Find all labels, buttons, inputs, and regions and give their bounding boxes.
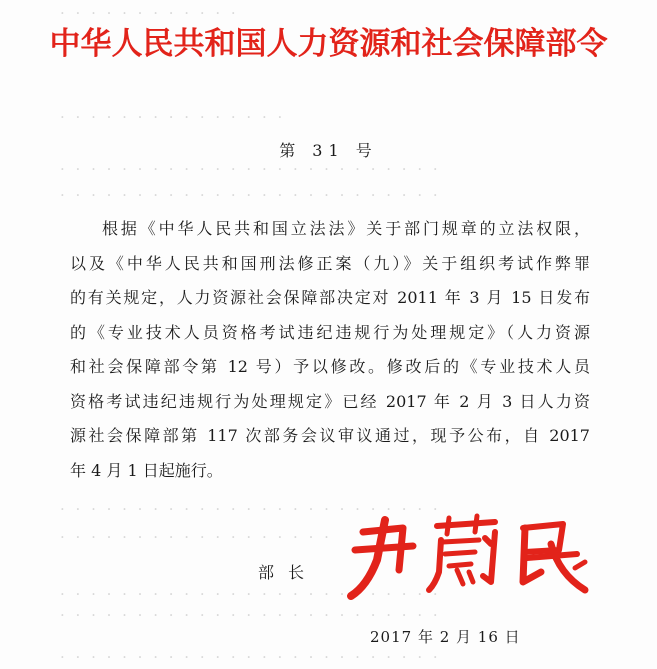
body-line: 年 4 月 1 日起施行。 bbox=[70, 460, 223, 480]
show-through-line: · · · · · · · · · · · · · · · · · · · · · · · · · bbox=[60, 186, 441, 204]
body-line: 和社会保障部令第 12 号）予以修改。修改后的《专业技术人员 bbox=[70, 357, 590, 376]
show-through-line: · · · · · · · · · · · · · · · · · · · · · · · · · bbox=[60, 648, 441, 666]
body-line: 的有关规定，人力资源社会保障部决定对 2011 年 3 月 15 日发布 bbox=[70, 288, 590, 307]
show-through-line: · · · · · · · · · · · · bbox=[60, 4, 239, 22]
show-through-line: · · · · · · · · · · · · · · · · · · bbox=[60, 528, 332, 546]
body-line: 源社会保障部第 117 次部务会议审议通过，现予公布，自 2017 bbox=[70, 426, 590, 445]
show-through-line: · · · · · · · · · · · · · · · bbox=[60, 108, 286, 126]
show-through-line: · · · · · · · · · · · · · · · · · · · · · · · · · bbox=[60, 606, 441, 624]
document-date: 2017 年 2 月 16 日 bbox=[370, 628, 521, 646]
order-number: 第 31 号 bbox=[279, 141, 378, 160]
body-line: 的《专业技术人员资格考试违纪违规行为处理规定》（人力资源 bbox=[70, 322, 590, 342]
document-body bbox=[70, 212, 590, 488]
show-through-line: · · · · · · · · · · · · · · · · · · · · · · · · · bbox=[60, 500, 441, 518]
body-line: 根据《中华人民共和国立法法》关于部门规章的立法权限， bbox=[102, 219, 590, 238]
show-through-line: · · · · · · · · · · · · · · · · · · · · · · · · · bbox=[60, 585, 441, 603]
handwritten-signature bbox=[345, 510, 595, 600]
body-line: 资格考试违纪违规行为处理规定》已经 2017 年 2 月 3 日人力资 bbox=[70, 391, 590, 411]
signatory-title: 部长 bbox=[258, 563, 319, 582]
show-through-line: · · · · · · · · · · · · · · · · · · · · · · · · · bbox=[60, 160, 441, 178]
document-header: 中华人民共和国人力资源和社会保障部令 bbox=[49, 26, 608, 62]
body-line: 以及《中华人民共和国刑法修正案（九）》关于组织考试作弊罪 bbox=[70, 253, 590, 273]
